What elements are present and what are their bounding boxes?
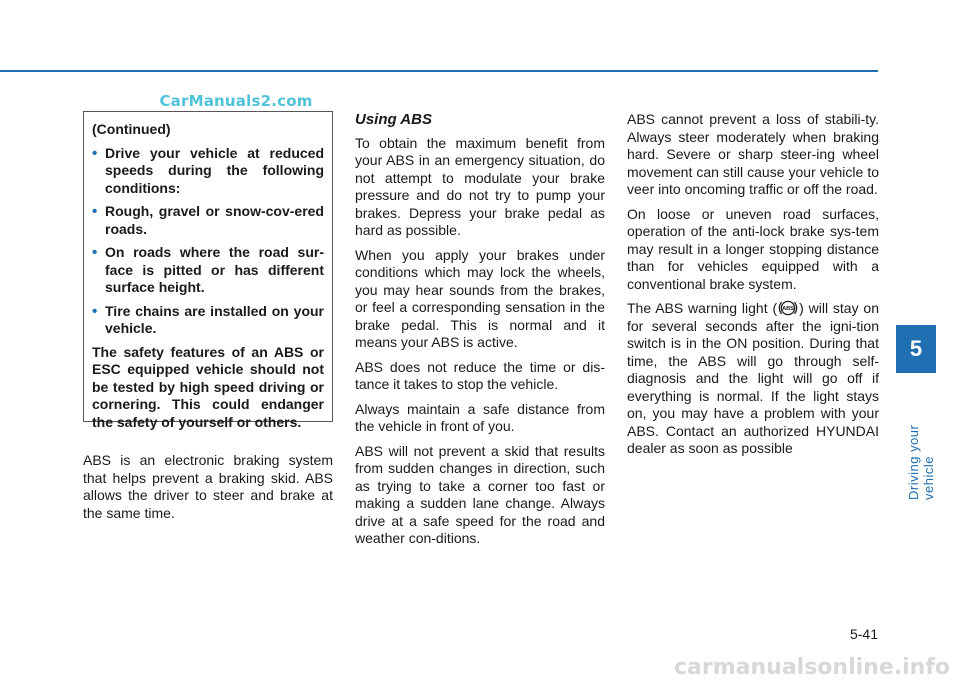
paragraph: ABS cannot prevent a loss of stabili-ty. Always steer moderately when braking hard. Severe or sharp steer-ing wheel movement can still cause your vehicle to veer into oncoming traffic or off the road. xyxy=(627,111,879,197)
abs-warning-light-icon xyxy=(778,298,798,318)
watermark-bottom[interactable]: carmanualsonline.info xyxy=(674,655,950,680)
bullet-icon: • xyxy=(92,144,98,162)
warning-bullet-list xyxy=(92,145,324,338)
header-rule xyxy=(0,70,878,72)
abs-icon-label: ABS xyxy=(782,305,795,312)
warning-bullet-item xyxy=(92,244,324,297)
column-3 xyxy=(627,111,879,465)
paragraph: When you apply your brakes under conditions which may lock the wheels, you may hear sounds from the brakes, or feel a corresponding sensation in the brake pedal. This is normal and it means your ABS is active. xyxy=(355,246,605,350)
chapter-number-tab: 5 xyxy=(896,325,936,373)
paragraph: ABS does not reduce the time or dis-tance it takes to stop the vehicle. xyxy=(355,358,605,392)
column-2 xyxy=(355,111,605,555)
warning-bullet-item xyxy=(92,145,324,198)
column-1 xyxy=(83,452,333,529)
abs-warning-paragraph xyxy=(627,300,879,458)
watermark-top[interactable]: CarManuals2.com xyxy=(159,92,313,110)
abs-warning-text-after: ) will stay on for several seconds after the igni-tion switch is in the ON position. During that time, the ABS will go through self-diagnosis and the light will go off if everything is normal. If the light stays on, you may have a problem with your ABS. Contact an authorized HYUNDAI dealer as soon as possible xyxy=(627,300,879,457)
page-number: 5-41 xyxy=(849,626,878,642)
abs-warning-text-before: The ABS warning light ( xyxy=(627,300,778,316)
paragraph: ABS will not prevent a skid that results from sudden changes in direction, such as trying to take a corner too fast or making a sudden lane change. Always drive at a safe speed for the road and weather con-ditions. xyxy=(355,442,605,546)
warning-bullet-text: Drive your vehicle at reduced speeds during the following conditions: xyxy=(105,144,324,196)
bullet-icon: • xyxy=(92,302,98,320)
warning-bullet-item xyxy=(92,303,324,338)
paragraph: Always maintain a safe distance from the vehicle in front of you. xyxy=(355,400,605,434)
bullet-icon: • xyxy=(92,244,98,261)
warning-bullet-text: Tire chains are installed on your vehicle. xyxy=(105,302,324,336)
warning-bullet-item xyxy=(92,203,324,238)
bullet-icon: • xyxy=(92,203,98,220)
section-title: Using ABS xyxy=(355,111,432,128)
paragraph: ABS is an electronic braking system that helps prevent a braking skid. ABS allows the driver to steer and brake at the same time. xyxy=(83,452,333,521)
chapter-label: Driving your vehicle xyxy=(906,424,936,500)
warning-bullet-text: On roads where the road sur-face is pitted or has different surface height. xyxy=(105,244,324,295)
warning-closing: The safety features of an ABS or ESC equipped vehicle should not be tested by high speed driving or cornering. This could endanger the safety of yourself or others. xyxy=(92,343,324,430)
warning-heading: (Continued) xyxy=(92,121,171,137)
paragraph: On loose or uneven road surfaces, operation of the anti-lock brake sys-tem may result in a longer stopping distance than for vehicles equipped with a conventional brake system. xyxy=(627,205,879,292)
warning-bullet-text: Rough, gravel or snow-cov-ered roads. xyxy=(105,203,324,237)
paragraph: To obtain the maximum benefit from your ABS in an emergency situation, do not attempt to modulate your brake pressure and do not try to pump your brakes. Depress your brake pedal as hard as possible. xyxy=(355,134,605,238)
warning-box xyxy=(83,111,333,430)
